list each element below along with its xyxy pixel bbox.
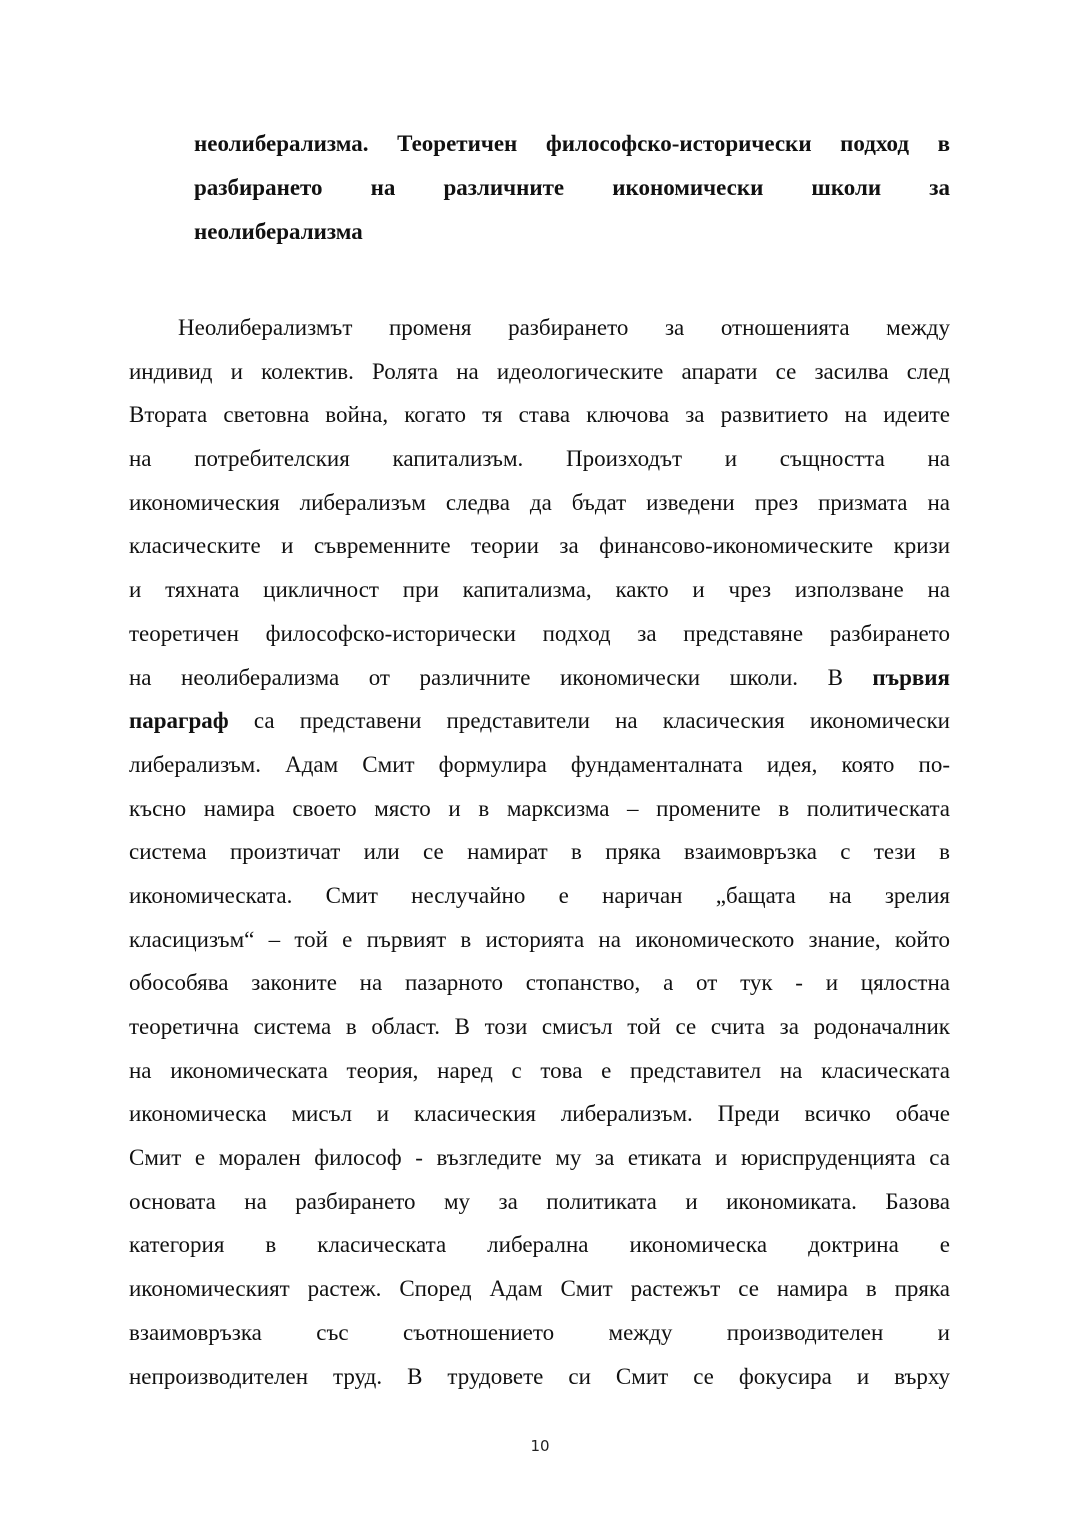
paragraph-line: и тяхната цикличност при капитализма, както и чрез използване на	[129, 577, 950, 603]
paragraph-text: на неолиберализма от различните икономически школи. В	[129, 664, 873, 690]
paragraph-line: Смит е морален философ - възгледите му за етиката и юриспруденцията са	[129, 1145, 950, 1171]
paragraph-text: са представени представители на класическия икономически	[228, 708, 950, 734]
body-paragraph	[129, 306, 950, 1398]
paragraph-line: система произтичат или се намират в пряка взаимовръзка с тези в	[129, 839, 950, 865]
paragraph-line: икономическият растеж. Според Адам Смит растежът се намира в пряка	[129, 1276, 950, 1302]
paragraph-line: късно намира своето място и в марксизма – промените в политическата	[129, 795, 950, 821]
emphasis-paragraph-word: параграф	[129, 708, 229, 734]
section-heading	[194, 122, 950, 254]
paragraph-line: икономическа мисъл и класическия либерализъм. Преди всичко обаче	[129, 1101, 950, 1127]
paragraph-line: обособява законите на пазарното стопанство, а от тук - и цялостна	[129, 970, 950, 996]
paragraph-line	[129, 699, 950, 743]
paragraph-line: класицизъм“ – той е първият в историята на икономическото знание, който	[129, 926, 950, 952]
paragraph-line: либерализъм. Адам Смит формулира фундаменталната идея, която по-	[129, 751, 950, 777]
heading-line-3: неолиберализма	[194, 219, 363, 244]
paragraph-line: индивид и колектив. Ролята на идеологическите апарати се засилва след	[129, 358, 950, 384]
heading-line-2: разбирането на различните икономически школи за	[194, 175, 950, 200]
paragraph-line: на икономическата теория, наред с това е представител на класическата	[129, 1057, 950, 1083]
paragraph-line: икономическия либерализъм следва да бъдат изведени през призмата на	[129, 489, 950, 515]
emphasis-first-paragraph-word: първия	[872, 664, 950, 690]
paragraph-line: Втората световна война, когато тя става ключова за развитието на идеите	[129, 402, 950, 428]
paragraph-line: основата на разбирането му за политиката и икономиката. Базова	[129, 1188, 950, 1214]
paragraph-line: икономическата. Смит неслучайно е наричан „бащата на зрелия	[129, 882, 950, 908]
paragraph-line: непроизводителен труд. В трудовете си Смит се фокусира и върху	[129, 1363, 950, 1389]
paragraph-line: Неолиберализмът променя разбирането за отношенията между	[178, 315, 950, 340]
paragraph-line: теоретичен философско-исторически подход за представяне разбирането	[129, 620, 950, 646]
heading-line-1: неолиберализма. Теоретичен философско-исторически подход в	[194, 131, 950, 156]
paragraph-line: взаимовръзка със съотношението между производителен и	[129, 1319, 950, 1345]
paragraph-line: категория в класическата либерална икономическа доктрина е	[129, 1232, 950, 1258]
paragraph-line	[129, 656, 950, 700]
page-number: 10	[530, 1437, 550, 1455]
paragraph-line: теоретична система в област. В този смисъл той се счита за родоначалник	[129, 1014, 950, 1039]
paragraph-line: класическите и съвременните теории за финансово-икономическите кризи	[129, 533, 950, 559]
paragraph-line: на потребителския капитализъм. Произходът и същността на	[129, 446, 950, 472]
